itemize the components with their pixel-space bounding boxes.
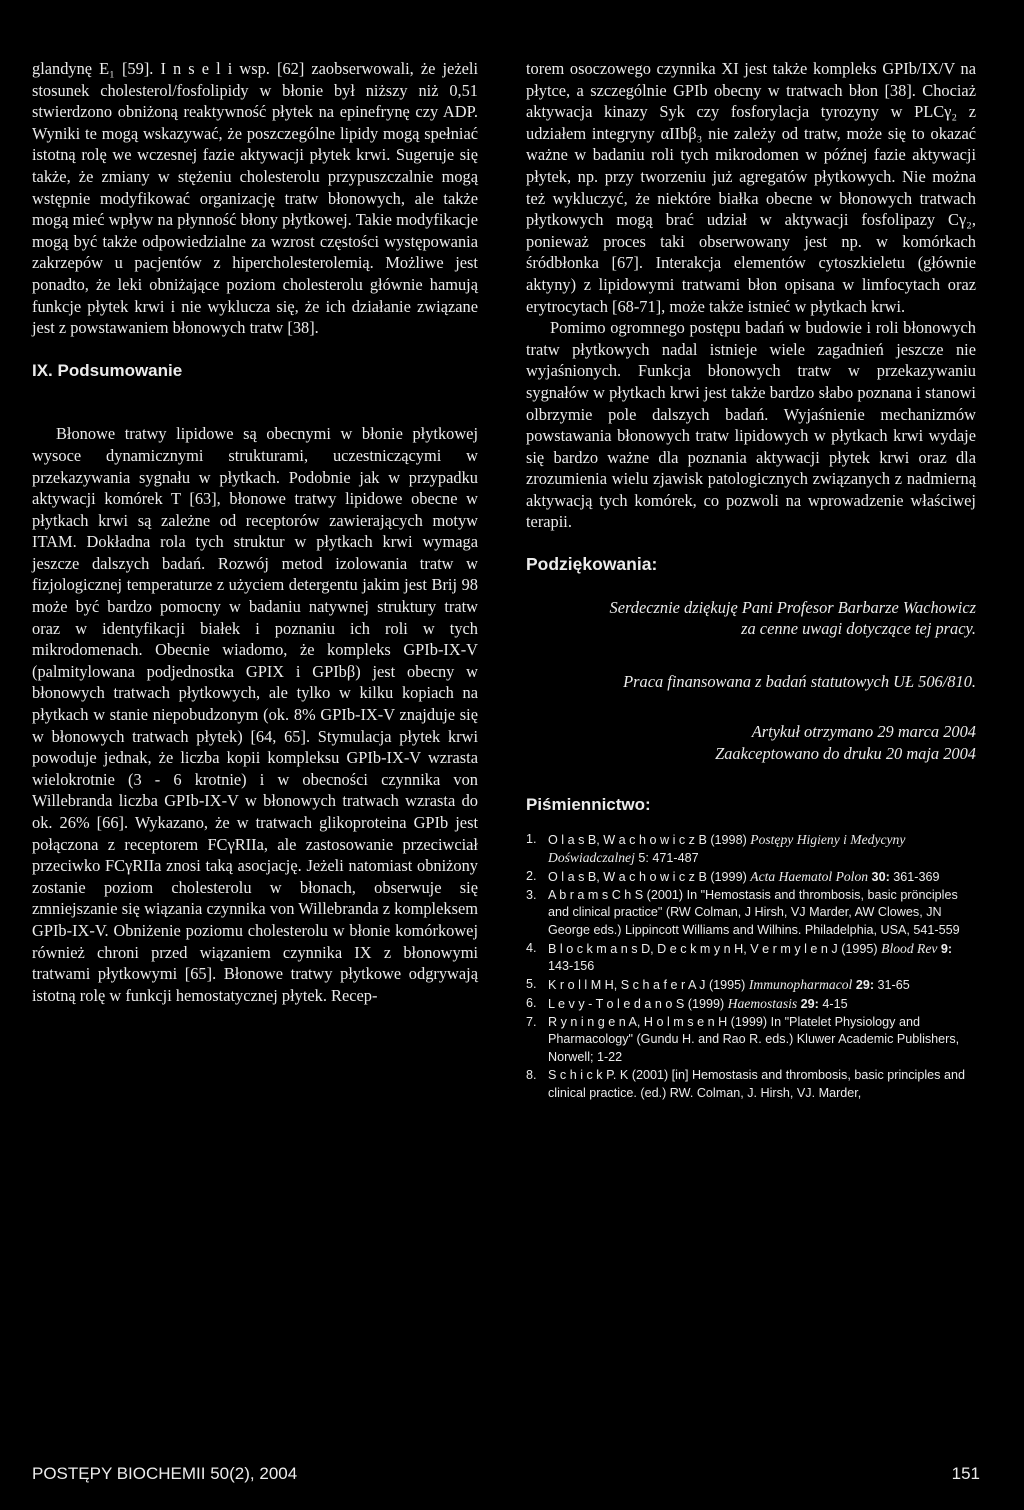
- right-column: [526, 58, 976, 1103]
- page-number: 151: [951, 1464, 980, 1483]
- reference-item: [526, 976, 976, 994]
- reference-number: 5.: [526, 977, 537, 992]
- acknowledgements-heading: Podziękowania:: [526, 554, 658, 575]
- reference-text: O l a s B, W a c h o w i c z B (1998) Postępy Higieny i Medycyny Doświadczalnej 5: 471-487: [548, 832, 906, 866]
- reference-text: L e v y - T o l e d a n o S (1999) Haemostasis 29: 4-15: [548, 996, 848, 1012]
- acknowledgements-text: za cenne uwagi dotyczące tej pracy.: [741, 619, 976, 639]
- left-column: [32, 58, 478, 1006]
- reference-text: K r o l l M H, S c h a f e r A J (1995) Immunopharmacol 29: 31-65: [548, 977, 910, 993]
- reference-item: [526, 831, 976, 867]
- reference-number: 1.: [526, 832, 537, 847]
- journal-name: POSTĘPY BIOCHEMII 50(2), 2004: [32, 1464, 298, 1483]
- reference-item: [526, 887, 976, 939]
- funding-note: Praca finansowana z badań statutowych UŁ 506/810.: [623, 671, 976, 691]
- reference-text: B l o c k m a n s D, D e c k m y n H, V e r m y l e n J (1995) Blood Rev 9: 143-156: [548, 941, 953, 974]
- body-paragraph: torem osoczowego czynnika XI jest także kompleks GPIb/IX/V na płytce, a szczególnie GPIb obecny w tratwach błon [38]. Chociaż aktywacja kinazy Syk czy fosforylacja tyrozyny w PLCγ₂ z udziałem integryny αIIbβ₃ nie zależy od tratw, może się to okazać ważne w badaniu roli tych mikrodomen w późnej fazie aktywacji płytek, np. przy tworzeniu już agregatów płytkowych. Nie można też wykluczyć, że niektóre białka obecne w błonowych tratwach płytkowych mogą brać udział w aktywacji fosfolipazy Cγ₂, ponieważ proces taki obserwowany jest np. w komórkach śródbłonka [67]. Interakcja elementów cytoszkieletu (głównie aktyny) z lipidowymi tratwami błon opisana w limfocytach oraz erytrocytach [68-71], może także istnieć w płytkach krwi.: [526, 59, 976, 316]
- reference-text: O l a s B, W a c h o w i c z B (1999) Acta Haematol Polon 30: 361-369: [548, 869, 940, 885]
- reference-text: R y n i n g e n A, H o l m s e n H (1999) In "Platelet Physiology and Pharmacology" (Gundu H. and Rao R. eds.) Kluwer Academic Publishers, Norwell; 1-22: [548, 1015, 960, 1065]
- page-footer: [32, 1464, 980, 1484]
- reference-item: [526, 868, 976, 886]
- reference-number: 8.: [526, 1068, 537, 1083]
- reference-number: 7.: [526, 1015, 537, 1030]
- body-paragraph: Pomimo ogromnego postępu badań w budowie i roli błonowych tratw płytkowych nadal istnieje wiele zagadnień jeszcze nie wyjaśnionych. Funkcja błonowych tratw w przekazywaniu sygnałów w płytkach krwi jest także bardzo słabo poznana i stanowi olbrzymie pole dalszych badań. Wyjaśnienie mechanizmów powstawania błonowych tratw lipidowych w płytkach krwi wydaje się bardzo ważne dla poznania aktywacji płytek krwi oraz dla zrozumienia wielu zjawisk patologicznych związanych z nadmierną aktywacją tych komórek, co pozwoli na wprowadzenie właściwej terapii.: [526, 318, 976, 532]
- received-date: Artykuł otrzymano 29 marca 2004: [751, 722, 976, 742]
- reference-number: 4.: [526, 941, 537, 956]
- body-paragraph: glandynę E₁ [59]. I n s e l i wsp. [62] zaobserwowali, że jeżeli stosunek cholesterol/fosfolipidy w błonie był niższy niż 0,51 stwierdzono obniżoną reaktywność płytek na epinefrynę czy ADP. Wyniki te mogą wskazywać, że poszczególne lipidy mogą spełniać istotną rolę we wczesnej fazie aktywacji płytek krwi. Sugeruje się także, że zmiany w stężeniu cholesterolu przypuszczalnie mogą wstępnie modyfikować organizację tratw błonowych, ale także mogą mieć wpływ na płynność błony płytkowej. Takie modyfikacje mogą być także odpowiedzialne za wzrost częstości występowania zakrzepów u pacjentów z hipercholesterolemią. Możliwe jest ponadto, że leki obniżające poziom cholesterolu głównie hamują funkcje płytek krwi i nie wyklucza się, że ich działanie związane jest z powstawaniem błonowych tratw [38].: [32, 59, 478, 338]
- reference-item: [526, 1014, 976, 1066]
- references-heading: Piśmiennictwo:: [526, 794, 651, 814]
- reference-text: S c h i c k P. K (2001) [in] Hemostasis and thrombosis, basic principles and clinical practice. (ed.) RW. Colman, J. Hirsh, VJ. Marder,: [548, 1068, 965, 1101]
- reference-number: 3.: [526, 888, 537, 903]
- reference-text: A b r a m s C h S (2001) In "Hemostasis and thrombosis, basic prönciples and clinical practice" (RW Colman, J Hirsh, VJ Marder, AW Clowes, JN George eds.) Lippincott Williams and Wilhins. Philadelphia, USA, 541-559: [548, 888, 960, 938]
- acknowledgements-text: Serdecznie dziękuję Pani Profesor Barbarze Wachowicz: [609, 597, 976, 617]
- reference-item: [526, 1067, 976, 1102]
- reference-number: 6.: [526, 996, 537, 1011]
- reference-item: [526, 940, 976, 975]
- reference-list: [526, 831, 976, 1102]
- accepted-date: Zaakceptowano do druku 20 maja 2004: [715, 744, 976, 764]
- body-paragraph: Błonowe tratwy lipidowe są obecnymi w błonie płytkowej wysoce dynamicznymi strukturami, uczestniczącymi w przekazywania sygnału w płytkach. Podobnie jak w przypadku aktywacji komórek T [63], błonowe tratwy lipidowe obecne w płytkach krwi są zależne od receptorów zawierających motyw ITAM. Dokładna rola tych struktur w płytkach krwi wymaga jeszcze dalszych badań. Rozwój metod izolowania tratw w fizjologicznej temperaturze z użyciem detergentu jakim jest Brij 98 może być bardzo pomocny w badaniu natywnej struktury tratw oraz w identyfikacji białek i poznaniu ich roli w tych mikrodomenach. Obecnie wiadomo, że kompleks GPIb-IX-V (palmitylowana podjednostka GPIX i GPIbβ) jest obecny w błonowych tratwach płytkowych, ale tylko w kilku kopiach na płytkach w stanie niepobudzonym (ok. 8% GPIb-IX-V znajduje się w błonowych tratwach płytek) [64, 65]. Stymulacja płytek krwi powoduje jednak, że liczba kopii kompleksu GPIb-IX-V wzrasta wielokrotnie (3 - 6 krotnie) i w obecności czynnika von Willebranda liczba GPIb-IX-V w błonowych tratwach wzrasta do ok. 26% [66]. Wykazano, że w tratwach glikoproteina GPIb jest połączona z receptorem FCγRIIa, ale zastosowanie przeciwciał przeciwko FCγRIIa znosi taką asocjację. Jeżeli natomiast obniżony zostanie poziom cholesterolu w błonach, obserwuje się zmniejszanie się wiązania czynnika von Willebranda z kompleksem GPIb-IX-V. Obniżenie poziomu cholesterolu w błonie komórkowej również chroni przed wiązaniem czynnika IX z błonowymi tratwami płytkowymi [65]. Błonowe tratwy płytkowe odgrywają istotną rolę w funkcji hemostatycznej płytek. Recep-: [32, 424, 478, 1005]
- reference-item: [526, 995, 976, 1013]
- section-heading: IX. Podsumowanie: [32, 360, 183, 380]
- reference-number: 2.: [526, 869, 537, 884]
